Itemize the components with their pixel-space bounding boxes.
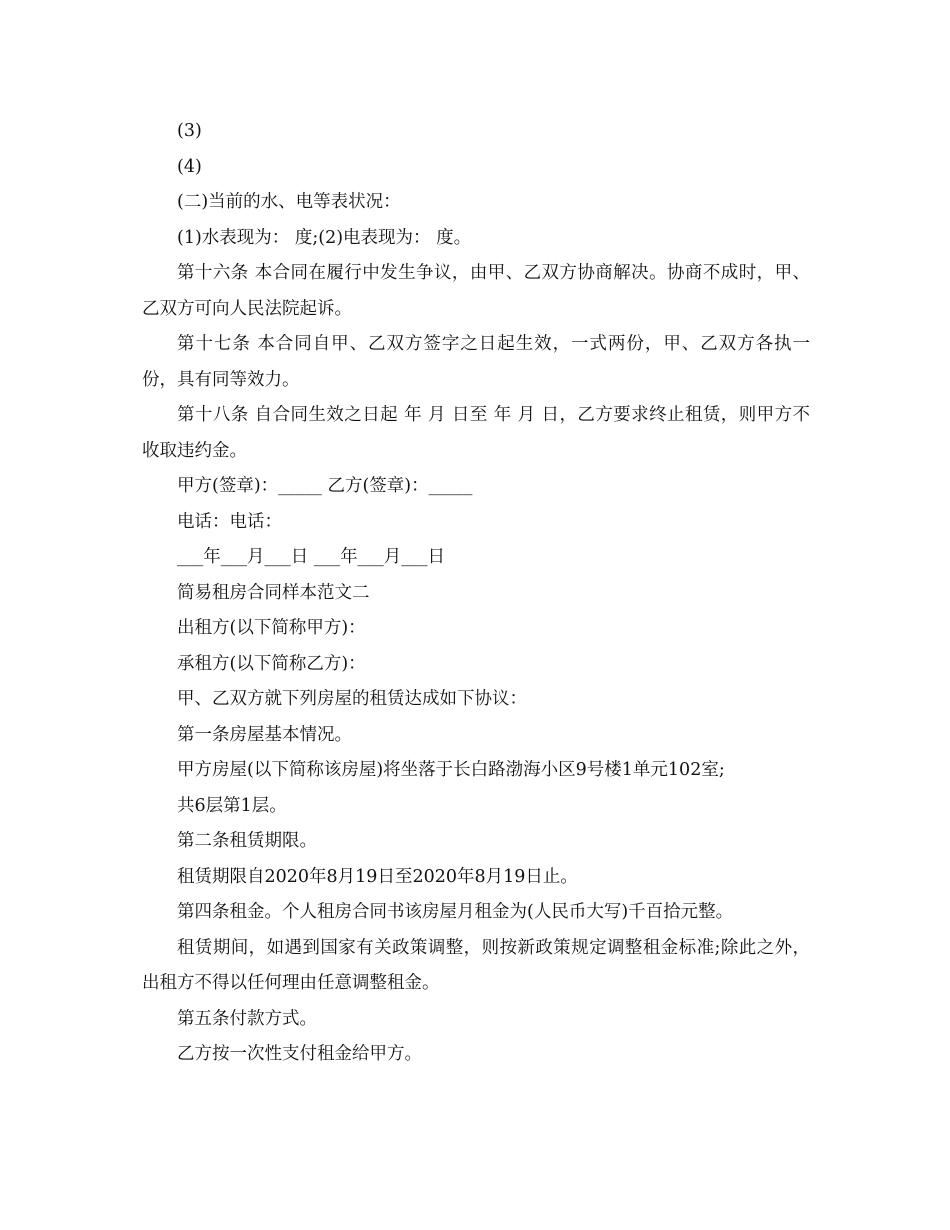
paragraph-article-16: 第十六条 本合同在履行中发生争议，由甲、乙双方协商解决。协商不成时，甲、乙双方可向人民法院起诉。 [142, 263, 810, 319]
paragraph-item-3: (3) [177, 121, 202, 141]
paragraph-article-17: 第十七条 本合同自甲、乙双方签字之日起生效，一式两份，甲、乙双方各执一份，具有同等效力。 [142, 334, 810, 390]
paragraph-house-location: 甲方房屋(以下简称该房屋)将坐落于长白路渤海小区9号楼1单元102室; [177, 760, 725, 780]
paragraph-payment-method: 乙方按一次性支付租金给甲方。 [177, 1044, 422, 1064]
paragraph-phones: 电话：电话： [177, 511, 282, 532]
paragraph-lessor: 出租方(以下简称甲方)： [177, 618, 366, 638]
paragraph-floors: 共6层第1层。 [177, 795, 287, 816]
document-body [142, 114, 810, 1073]
paragraph-dates: ___年___月___日 ___年___月___日 [177, 547, 446, 567]
paragraph-article-4: 第四条租金。个人租房合同书该房屋月租金为(人民币大写)千百拾元整。 [177, 902, 734, 922]
paragraph-sample-two-title: 简易租房合同样本范文二 [177, 582, 370, 603]
paragraph-lessee: 承租方(以下简称乙方)： [177, 653, 366, 674]
paragraph-rent-adjustment: 租赁期间，如遇到国家有关政策调整，则按新政策规定调整租金标准;除此之外，出租方不得以任何理由任意调整租金。 [142, 937, 810, 993]
paragraph-article-18: 第十八条 自合同生效之日起 年 月 日至 年 月 日，乙方要求终止租赁，则甲方不收取违约金。 [142, 405, 810, 461]
paragraph-article-5: 第五条付款方式。 [177, 1008, 317, 1029]
paragraph-item-4: (4) [177, 156, 202, 177]
paragraph-article-2: 第二条租赁期限。 [177, 831, 317, 851]
paragraph-meter-readings: (1)水表现为： 度;(2)电表现为： 度。 [177, 227, 472, 248]
paragraph-meter-status-heading: (二)当前的水、电等表状况： [177, 192, 401, 212]
paragraph-signatures: 甲方(签章)：_____ 乙方(签章)：_____ [177, 476, 473, 496]
paragraph-article-1: 第一条房屋基本情况。 [177, 724, 352, 745]
paragraph-agreement-intro: 甲、乙双方就下列房屋的租赁达成如下协议： [177, 689, 527, 709]
paragraph-lease-term: 租赁期限自2020年8月19日至2020年8月19日止。 [177, 866, 578, 887]
